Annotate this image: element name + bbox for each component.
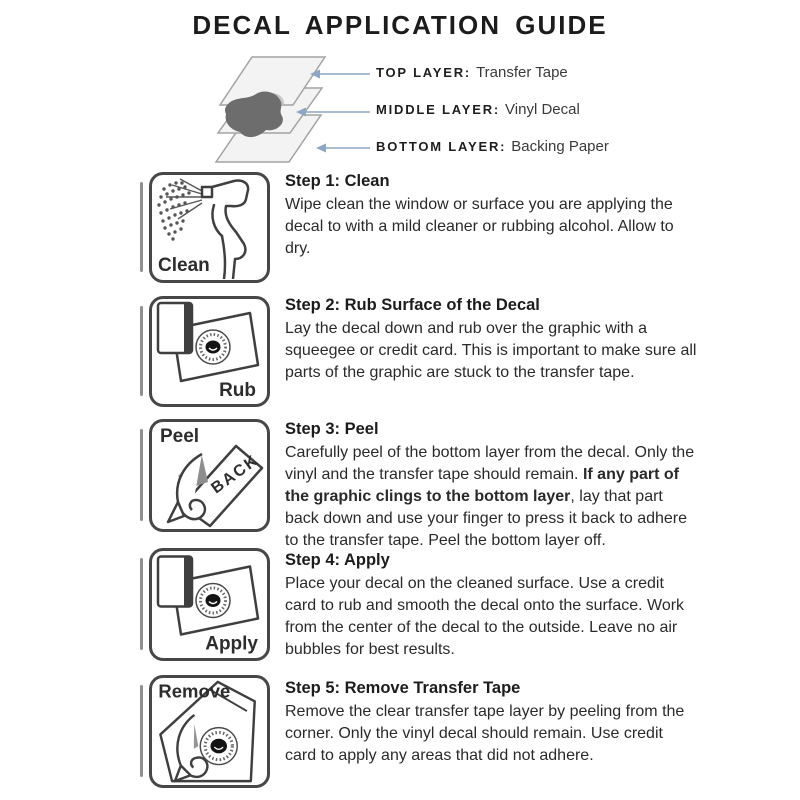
step1-text — [285, 172, 697, 260]
peel-backing-icon — [152, 422, 267, 529]
step-body-text: , lay that part back down and use your finger to press it back to adhere to the transfer tape. Peel the bottom layer off. — [285, 488, 688, 549]
step4-text — [285, 551, 697, 661]
layer-name: BOTTOM LAYER: — [376, 139, 507, 154]
layer-diagram — [0, 52, 800, 172]
step5-icon-box — [149, 675, 270, 788]
squeegee-decal-icon — [152, 551, 267, 658]
icon-bracket — [140, 306, 143, 396]
step-body — [285, 194, 697, 260]
icon-bracket — [140, 429, 143, 521]
step2-text — [285, 296, 697, 384]
step1-icon-box — [149, 172, 270, 283]
icon-label: Remove — [158, 680, 231, 702]
step-body-text: Carefully peel of the bottom layer from the decal. Only the vinyl and the transfer tape should remain. — [285, 444, 695, 483]
step-body-bold-text: If any part of the graphic clings to the bottom layer — [285, 466, 679, 505]
step-title: Step 5: Remove Transfer Tape — [285, 679, 521, 697]
left-arrow-icon — [316, 144, 370, 153]
squeegee-decal-icon — [152, 299, 267, 403]
step-body-text: Remove the clear transfer tape layer by peeling from the corner. Only the vinyl decal should remain. Use credit card to apply any areas that did not adhere. — [285, 703, 685, 764]
step-body — [285, 701, 697, 767]
step2-icon-box — [149, 296, 270, 407]
icon-bracket — [140, 558, 143, 650]
step-title: Step 3: Peel — [285, 420, 379, 438]
step-body — [285, 318, 697, 384]
icon-label: Apply — [205, 633, 258, 655]
step5-text — [285, 679, 697, 767]
page-title: DECAL APPLICATION GUIDE — [192, 10, 608, 40]
step-body-text: Lay the decal down and rub over the graphic with a squeegee or credit card. This is important to make sure all parts of the graphic are stuck to the transfer tape. — [285, 320, 697, 381]
step-title: Step 1: Clean — [285, 172, 390, 190]
icon-bracket — [140, 685, 143, 777]
icon-text: BACK — [208, 451, 263, 498]
layer-value: Transfer Tape — [476, 64, 568, 81]
icon-label: Clean — [158, 255, 210, 276]
remove-tape-icon — [152, 678, 267, 785]
layer-value: Vinyl Decal — [505, 101, 580, 118]
step3-text — [285, 420, 697, 552]
squeegee-blade — [184, 557, 192, 607]
icon-bracket — [140, 182, 143, 272]
layer-name: TOP LAYER: — [376, 65, 472, 80]
spray-mist-dots — [157, 181, 190, 240]
step-body-text: Place your decal on the cleaned surface. Use a credit card to rub and smooth the decal onto the surface. Work from the center of the decal to the outside. Leave no air bubbles for best results. — [285, 575, 685, 658]
step4-icon-box — [149, 548, 270, 661]
icon-label: Peel — [160, 426, 200, 447]
step-body-text: Wipe clean the window or surface you are applying the decal to with a mild cleaner or rubbing alcohol. Allow to dry. — [285, 196, 674, 257]
spray-bottle-icon — [152, 175, 267, 279]
layer-name: MIDDLE LAYER: — [376, 102, 501, 117]
layer-label-middle — [376, 101, 580, 119]
brand-badge-icon — [196, 584, 230, 618]
step3-icon-box — [149, 419, 270, 532]
step-body — [285, 442, 697, 552]
step-title: Step 2: Rub Surface of the Decal — [285, 296, 540, 314]
step-body — [285, 573, 697, 661]
sprayer-trigger — [212, 205, 222, 236]
layer-label-top — [376, 64, 568, 82]
squeegee-blade — [184, 303, 192, 353]
layer-label-bottom — [376, 138, 609, 156]
brand-badge-icon — [196, 330, 230, 364]
icon-label: Rub — [219, 380, 256, 401]
left-arrow-icon — [310, 70, 370, 79]
sprayer-nozzle — [202, 187, 212, 197]
layer-value: Backing Paper — [511, 138, 609, 155]
brand-badge-icon — [200, 728, 237, 765]
sprayer-handle — [222, 236, 225, 279]
step-title: Step 4: Apply — [285, 551, 390, 569]
